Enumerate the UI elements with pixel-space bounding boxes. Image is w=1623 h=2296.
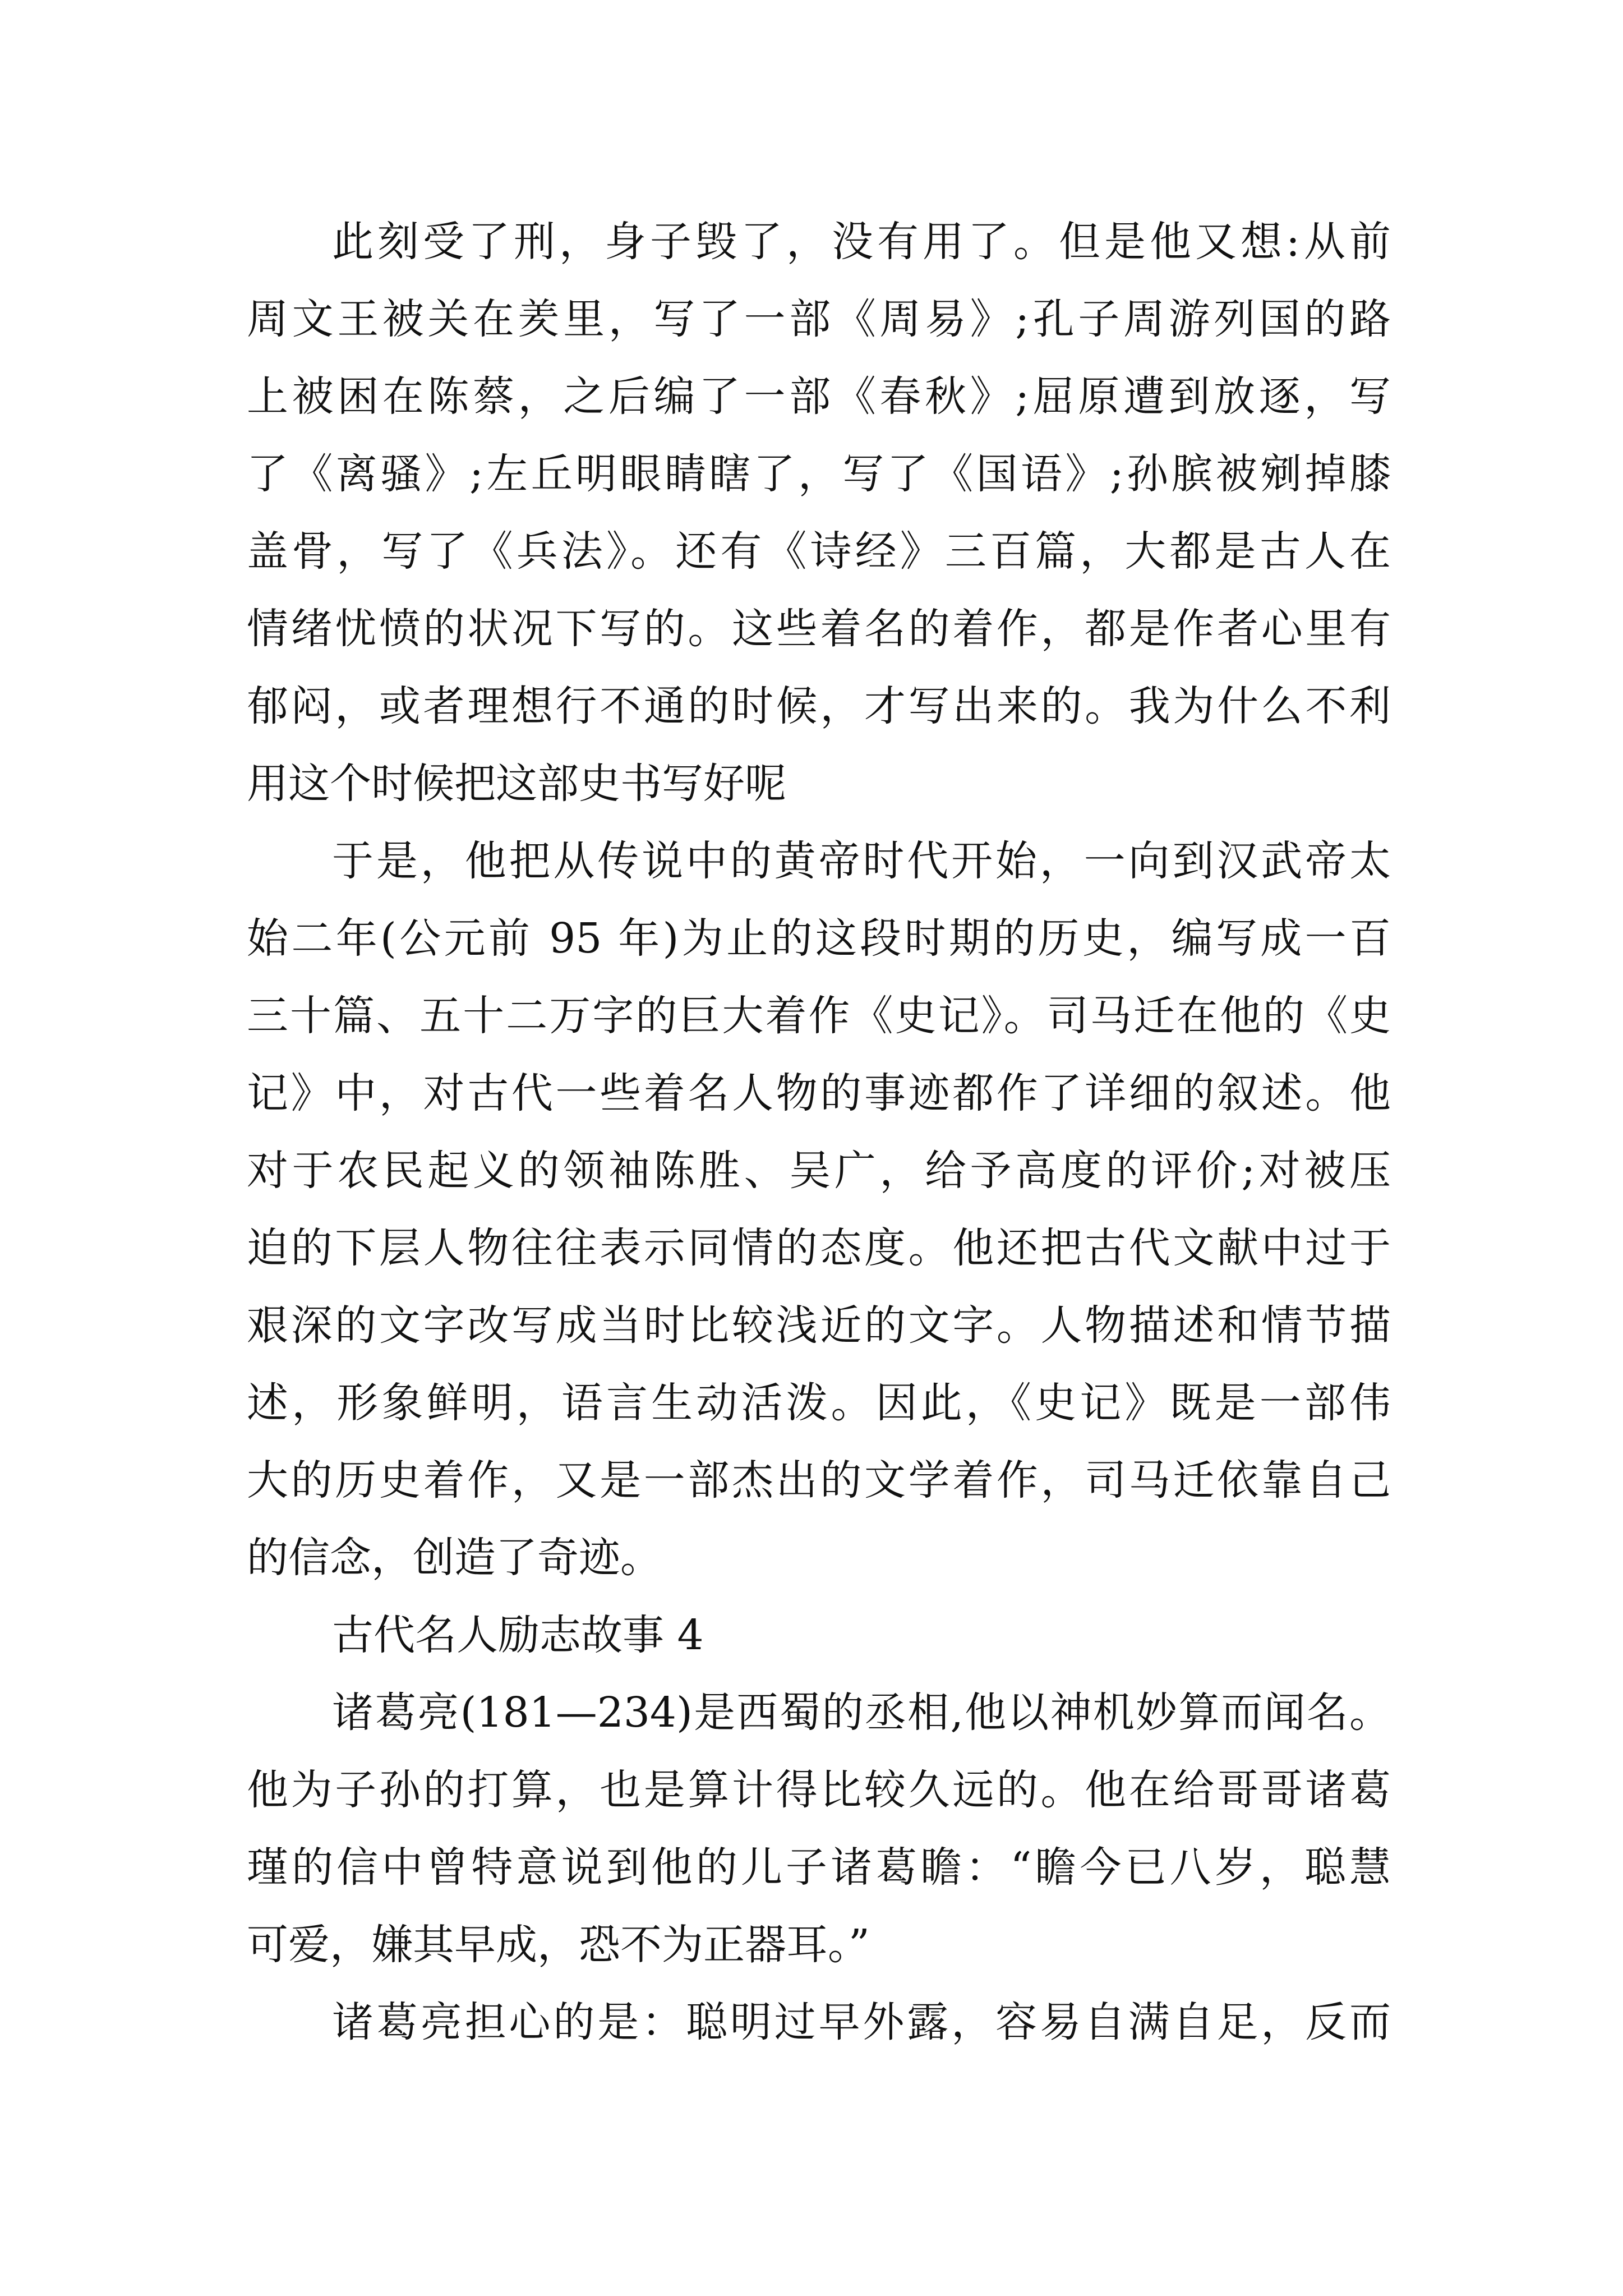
text-line: 瑾的信中曾特意说到他的儿子诸葛瞻：“瞻今已八岁，聪慧 <box>247 1843 1391 1892</box>
text-line: 述，形象鲜明，语言生动活泼。因此，《史记》既是一部伟 <box>247 1379 1391 1427</box>
text-line: 古代名人励志故事 4 <box>332 1611 704 1659</box>
text-line: 对于农民起义的领袖陈胜、吴广，给予高度的评价;对被压 <box>247 1147 1391 1195</box>
text-line: 情绪忧愤的状况下写的。这些着名的着作，都是作者心里有 <box>247 605 1391 653</box>
text-line: 诸葛亮担心的是：聪明过早外露，容易自满自足，反而 <box>332 1998 1391 2046</box>
text-line: 上被困在陈蔡，之后编了一部《春秋》;屈原遭到放逐，写 <box>247 372 1391 421</box>
text-line: 可爱，嫌其早成，恐不为正器耳。” <box>247 1921 870 1969</box>
body-text <box>247 203 1391 2061</box>
text-line: 记》中，对古代一些着名人物的事迹都作了详细的叙述。他 <box>247 1069 1391 1117</box>
text-line: 周文王被关在羑里，写了一部《周易》;孔子周游列国的路 <box>247 295 1391 343</box>
text-line: 诸葛亮(181—234)是西蜀的丞相,他以神机妙算而闻名。 <box>332 1688 1391 1737</box>
text-line: 郁闷，或者理想行不通的时候，才写出来的。我为什么不利 <box>247 682 1391 730</box>
text-line: 此刻受了刑，身子毁了，没有用了。但是他又想:从前 <box>332 218 1391 266</box>
text-line: 于是，他把从传说中的黄帝时代开始，一向到汉武帝太 <box>332 837 1391 885</box>
text-line: 大的历史着作，又是一部杰出的文学着作，司马迁依靠自己 <box>247 1456 1391 1504</box>
text-line: 盖骨，写了《兵法》。还有《诗经》三百篇，大都是古人在 <box>247 527 1391 576</box>
text-line: 了《离骚》;左丘明眼睛瞎了，写了《国语》;孙膑被剜掉膝 <box>247 450 1391 498</box>
text-line: 迫的下层人物往往表示同情的态度。他还把古代文献中过于 <box>247 1224 1391 1272</box>
text-line: 艰深的文字改写成当时比较浅近的文字。人物描述和情节描 <box>247 1301 1391 1350</box>
text-line: 他为子孙的打算，也是算计得比较久远的。他在给哥哥诸葛 <box>247 1766 1391 1814</box>
text-line: 始二年(公元前 95 年)为止的这段时期的历史，编写成一百 <box>247 914 1391 963</box>
text-line: 的信念，创造了奇迹。 <box>247 1534 662 1582</box>
text-line: 用这个时候把这部史书写好呢 <box>247 760 786 808</box>
text-line: 三十篇、五十二万字的巨大着作《史记》。司马迁在他的《史 <box>247 992 1391 1040</box>
